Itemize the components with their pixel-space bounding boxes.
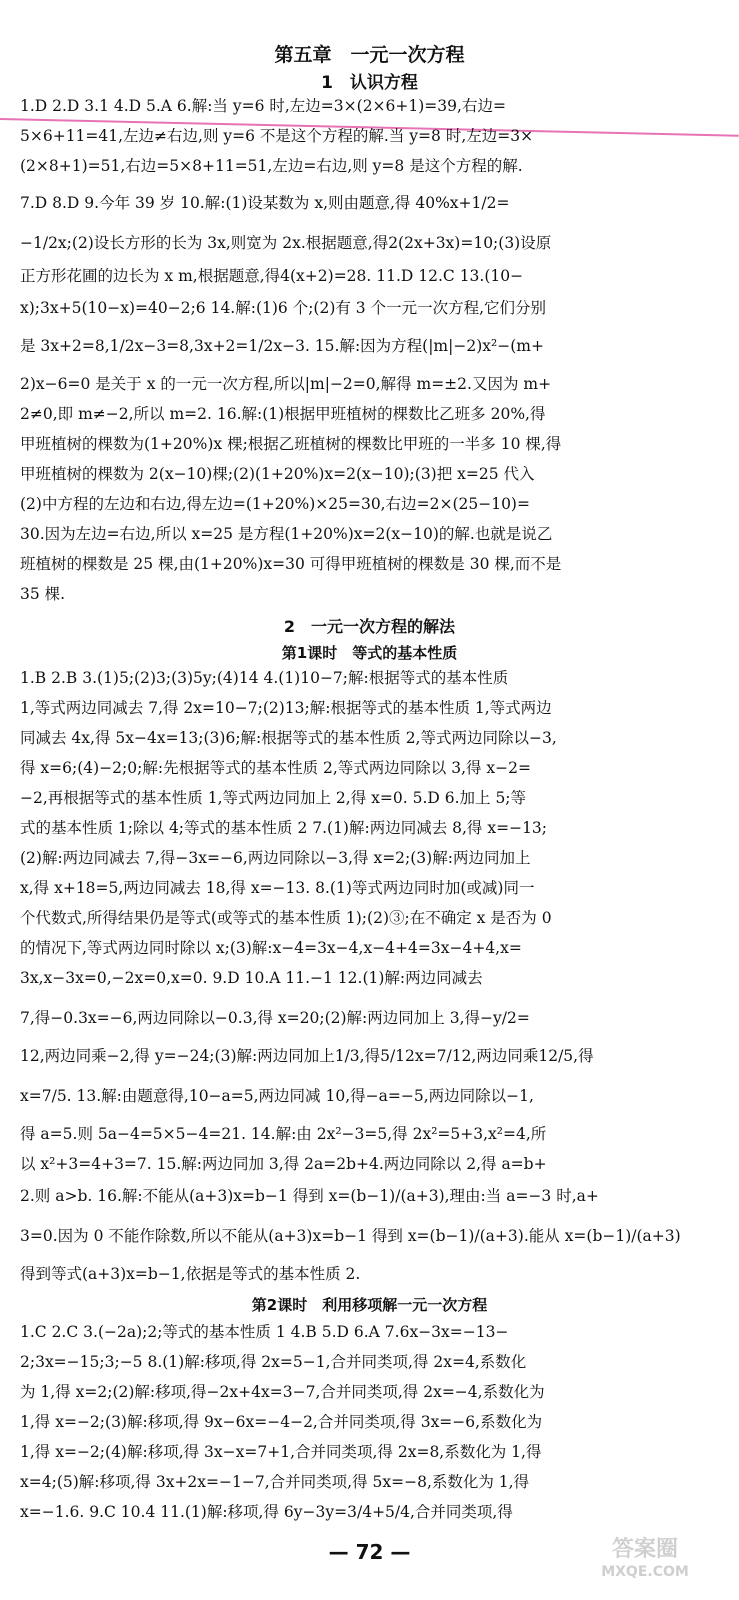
svg-text:答案圈: 答案圈 [611, 1537, 679, 1562]
text-line: x);3x+5(10−x)=40−2;6 14.解:(1)6 个;(2)有 3 个一元一次方程,它们分别 [20, 299, 547, 317]
text-line: 为 1,得 x=2;(2)解:移项,得−2x+4x=3−7,合并同类项,得 2x=−4,系数化为 [20, 1383, 545, 1401]
text-line: 2;3x=−15;3;−5 8.(1)解:移项,得 2x=5−1,合并同类项,得 2x=4,系数化 [20, 1353, 527, 1371]
text-line: 个代数式,所得结果仍是等式(或等式的基本性质 1);(2)③;在不确定 x 是否为 0 [20, 909, 552, 927]
text-line: 1.B 2.B 3.(1)5;(2)3;(3)5y;(4)14 4.(1)10−7;解:根据等式的基本性质 [20, 669, 509, 687]
text-line: 2≠0,即 m≠−2,所以 m=2. 16.解:(1)根据甲班植树的棵数比乙班多 20%,得 [20, 405, 546, 423]
text-line: 1,等式两边同减去 7,得 2x=10−7;(2)13;解:根据等式的基本性质 1,等式两边 [20, 699, 552, 717]
text-line: x=7/5. 13.解:由题意得,10−a=5,两边同减 10,得−a=−5,两边同除以−1, [20, 1087, 534, 1105]
text-line: 7.D 8.D 9.今年 39 岁 10.解:(1)设某数为 x,则由题意,得 40%x+1/2= [20, 194, 510, 212]
text-line: 3x,x−3x=0,−2x=0,x=0. 9.D 10.A 11.−1 12.(1)解:两边同减去 [20, 969, 483, 987]
text-line: −2,再根据等式的基本性质 1,等式两边同加上 2,得 x=0. 5.D 6.加上 5;等 [20, 789, 527, 807]
text-line: 1.C 2.C 3.(−2a);2;等式的基本性质 1 4.B 5.D 6.A 7.6x−3x=−13− [20, 1323, 509, 1341]
text-line: 班植树的棵数是 25 棵,由(1+20%)x=30 可得甲班植树的棵数是 30 棵,而不是 [20, 555, 562, 573]
text-line: 甲班植树的棵数为(1+20%)x 棵;根据乙班植树的棵数比甲班的一半多 10 棵,得 [20, 435, 562, 453]
chapter-title: 第五章 一元一次方程 [274, 44, 465, 66]
text-line: 得到等式(a+3)x=b−1,依据是等式的基本性质 2. [20, 1265, 361, 1283]
section-title-2: 2 一元一次方程的解法 [283, 617, 456, 636]
text-line: 甲班植树的棵数为 2(x−10)棵;(2)(1+20%)x=2(x−10);(3)把 x=25 代入 [20, 465, 535, 483]
text-line: 得 a=5.则 5a−4=5×5−4=21. 14.解:由 2x²−3=5,得 2x²=5+3,x²=4,所 [20, 1125, 547, 1143]
text-line: 1,得 x=−2;(4)解:移项,得 3x−x=7+1,合并同类项,得 2x=8,系数化为 1,得 [20, 1443, 542, 1461]
text-line: 1,得 x=−2;(3)解:移项,得 9x−6x=−4−2,合并同类项,得 3x=−6,系数化为 [20, 1413, 543, 1431]
text-line: 7,得−0.3x=−6,两边同除以−0.3,得 x=20;(2)解:两边同加上 3,得−y/2= [20, 1009, 530, 1027]
text-line: (2×8+1)=51,右边=5×8+11=51,左边=右边,则 y=8 是这个方程的解. [20, 157, 523, 175]
svg-text:MXQE.COM: MXQE.COM [601, 1564, 689, 1580]
text-line: x=4;(5)解:移项,得 3x+2x=−1−7,合并同类项,得 5x=−8,系数化为 1,得 [20, 1473, 530, 1491]
text-line: 正方形花圃的边长为 x m,根据题意,得4(x+2)=28. 11.D 12.C 13.(10− [20, 267, 524, 285]
text-line: x=−1.6. 9.C 10.4 11.(1)解:移项,得 6y−3y=3/4+5/4,合并同类项,得 [20, 1503, 513, 1521]
watermark-logo [565, 1526, 725, 1586]
text-line: 式的基本性质 1;除以 4;等式的基本性质 2 7.(1)解:两边同减去 8,得 x=−13; [20, 819, 548, 837]
text-line: x,得 x+18=5,两边同减去 18,得 x=−13. 8.(1)等式两边同时加(或减)同一 [20, 879, 535, 897]
text-line: (2)中方程的左边和右边,得左边=(1+20%)×25=30,右边=2×(25−10)= [20, 495, 530, 513]
text-line: 1.D 2.D 3.1 4.D 5.A 6.解:当 y=6 时,左边=3×(2×6+1)=39,右边= [20, 97, 506, 115]
lesson-title-1: 第1课时 等式的基本性质 [281, 644, 458, 662]
text-line: 得 x=6;(4)−2;0;解:先根据等式的基本性质 2,等式两边同除以 3,得 x−2= [20, 759, 532, 777]
text-line: 35 棵. [20, 585, 66, 603]
text-line: 的情况下,等式两边同时除以 x;(3)解:x−4=3x−4,x−4+4=3x−4+4,x= [20, 939, 522, 957]
lesson-title-2: 第2课时 利用移项解一元一次方程 [251, 1296, 488, 1314]
text-line: 30.因为左边=右边,所以 x=25 是方程(1+20%)x=2(x−10)的解.也就是说乙 [20, 525, 553, 543]
text-line: 以 x²+3=4+3=7. 15.解:两边同加 3,得 2a=2b+4.两边同除以 2,得 a=b+ [20, 1155, 547, 1173]
text-line: 3=0.因为 0 不能作除数,所以不能从(a+3)x=b−1 得到 x=(b−1)/(a+3).能从 x=(b−1)/(a+3) [20, 1227, 681, 1245]
section-title-1: 1 认识方程 [321, 73, 418, 93]
text-line: (2)解:两边同减去 7,得−3x=−6,两边同除以−3,得 x=2;(3)解:两边同加上 [20, 849, 531, 867]
text-line: 12,两边同乘−2,得 y=−24;(3)解:两边同加上1/3,得5/12x=7/12,两边同乘12/5,得 [20, 1047, 594, 1065]
text-line: −1/2x;(2)设长方形的长为 3x,则宽为 2x.根据题意,得2(2x+3x)=10;(3)设原 [20, 234, 552, 252]
text-line: 同减去 4x,得 5x−4x=13;(3)6;解:根据等式的基本性质 2,等式两边同除以−3, [20, 729, 557, 747]
page-number: — 72 — [328, 1540, 411, 1564]
text-line: 5×6+11=41,左边≠右边,则 y=6 不是这个方程的解.当 y=8 时,左边=3× [20, 127, 534, 145]
text-line: 2.则 a>b. 16.解:不能从(a+3)x=b−1 得到 x=(b−1)/(a+3),理由:当 a=−3 时,a+ [20, 1187, 599, 1205]
text-line: 是 3x+2=8,1/2x−3=8,3x+2=1/2x−3. 15.解:因为方程(|m|−2)x²−(m+ [20, 337, 544, 355]
text-line: 2)x−6=0 是关于 x 的一元一次方程,所以|m|−2=0,解得 m=±2.又因为 m+ [20, 375, 552, 393]
